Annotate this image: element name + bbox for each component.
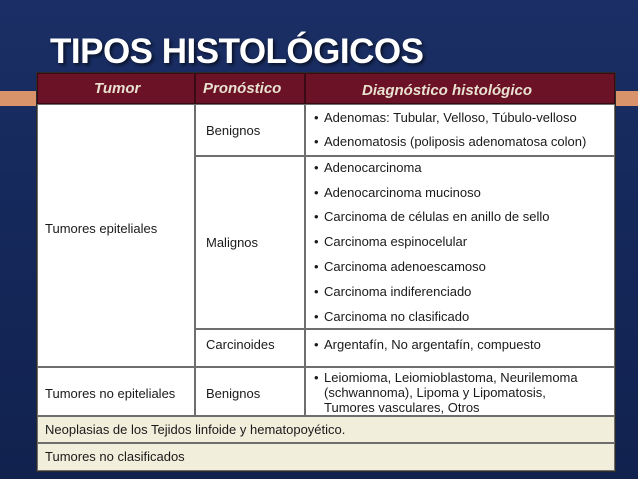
slide-title: TIPOS HISTOLÓGICOS (50, 32, 424, 71)
list-item: • Carcinoma de células en anillo de sello (314, 209, 550, 224)
list-item: • Adenocarcinoma (314, 160, 422, 175)
cell-no-clasificados (37, 443, 615, 471)
cell-no-epiteliales-diagnostico (305, 367, 615, 416)
header-diagnostico-label: Diagnóstico histológico (362, 82, 533, 99)
header-pronostico (195, 73, 305, 104)
header-tumor (37, 73, 195, 104)
header-tumor-label: Tumor (94, 80, 141, 97)
list-item-continuation: (schwannoma), Lipoma y Lipomatosis, (324, 385, 546, 400)
header-pronostico-label: Pronóstico (203, 80, 282, 97)
neoplasias-label: Neoplasias de los Tejidos linfoide y hematopoyético. (45, 422, 346, 437)
benignos-epiteliales-label: Benignos (206, 123, 261, 138)
cell-benignos-epiteliales (195, 104, 305, 156)
cell-neoplasias (37, 416, 615, 443)
accent-bar-left (0, 91, 40, 106)
carcinoides-label: Carcinoides (206, 337, 275, 352)
histology-table (36, 72, 616, 472)
cell-malignos-diagnostico (305, 156, 615, 329)
cell-tumores-epiteliales (37, 104, 195, 367)
cell-benignos-no-epiteliales (195, 367, 305, 416)
list-item: • Adenomas: Tubular, Velloso, Túbulo-velloso (314, 110, 577, 125)
cell-carcinoides-diagnostico (305, 329, 615, 367)
list-item: • Carcinoma indiferenciado (314, 284, 472, 299)
list-item: • Argentafín, No argentafín, compuesto (314, 337, 541, 352)
list-item: • Adenomatosis (poliposis adenomatosa colon) (314, 134, 587, 149)
header-diagnostico (305, 73, 615, 104)
list-item: • Carcinoma espinocelular (314, 234, 468, 249)
cell-tumores-no-epiteliales (37, 367, 195, 416)
tumores-epiteliales-label: Tumores epiteliales (45, 221, 158, 236)
cell-benignos-diagnostico (305, 104, 615, 156)
list-item-continuation: Tumores vasculares, Otros (324, 400, 480, 415)
malignos-label: Malignos (206, 235, 259, 250)
tumores-no-epiteliales-label: Tumores no epiteliales (45, 386, 176, 401)
no-clasificados-label: Tumores no clasificados (45, 449, 185, 464)
cell-malignos (195, 156, 305, 329)
list-item: • Carcinoma no clasificado (314, 309, 470, 324)
list-item: • Leiomioma, Leiomioblastoma, Neurilemoma (314, 370, 578, 385)
cell-carcinoides (195, 329, 305, 367)
list-item: • Adenocarcinoma mucinoso (314, 185, 481, 200)
benignos-no-epiteliales-label: Benignos (206, 386, 261, 401)
list-item: • Carcinoma adenoescamoso (314, 259, 486, 274)
